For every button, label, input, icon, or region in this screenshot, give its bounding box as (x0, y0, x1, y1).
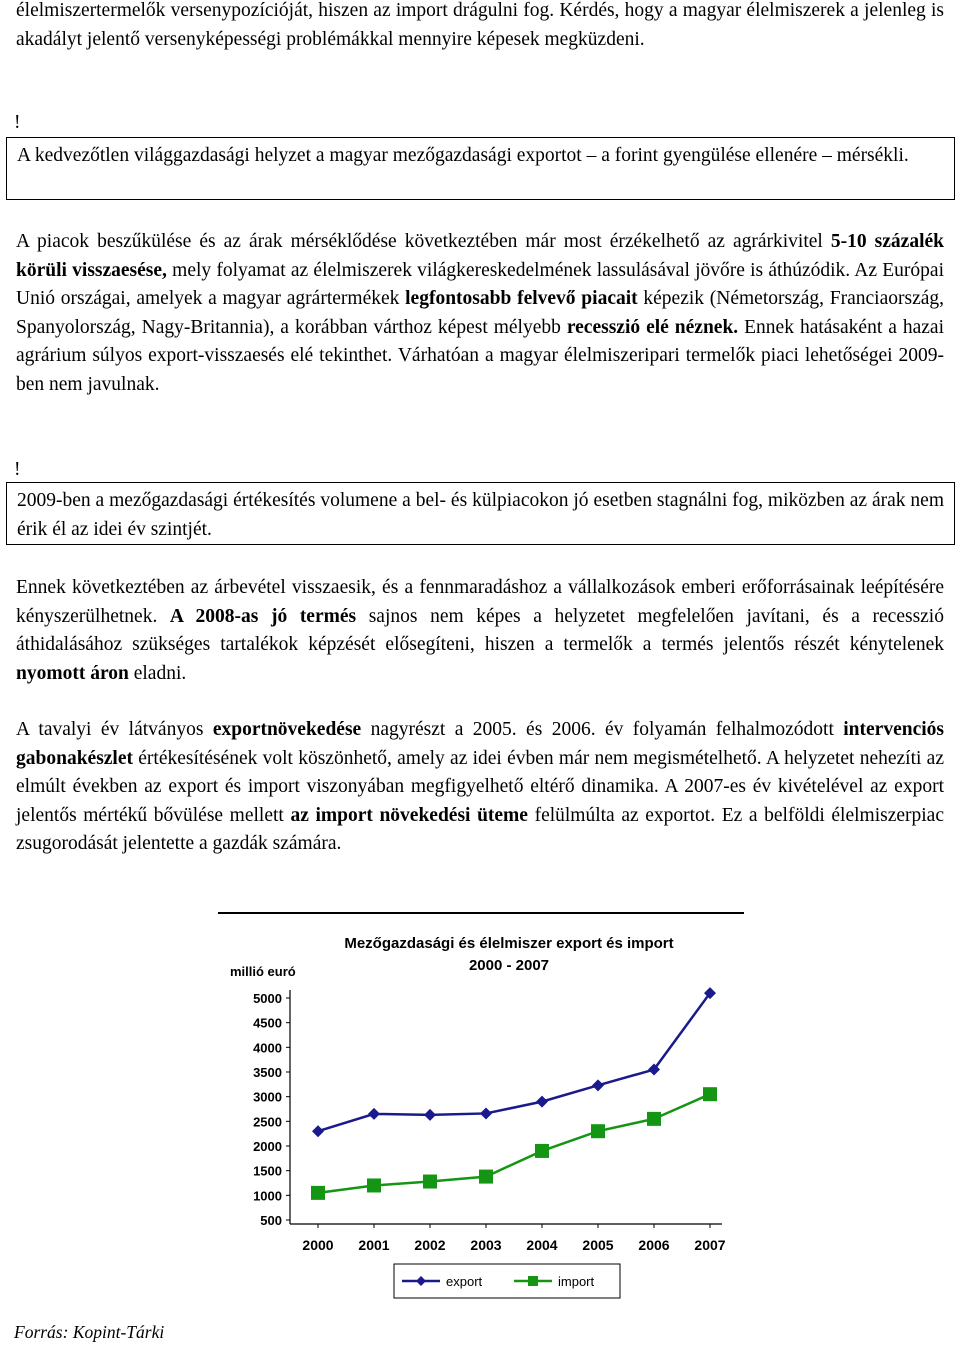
chart-x-tick-label: 2002 (414, 1237, 446, 1253)
chart-point-export (536, 1096, 548, 1108)
highlight-box-1-text: A kedvezőtlen világgazdasági helyzet a magyar mezőgazdasági exportot – a forint gyengülése ellenére – mérsékli. (17, 145, 909, 166)
chart-point-import (311, 1186, 325, 1200)
paragraph-export-bold-1: exportnövekedése (212, 719, 362, 740)
export-import-chart (218, 918, 744, 1313)
highlight-box-2 (6, 482, 955, 545)
chart-y-tick-label: 2500 (253, 1114, 282, 1130)
paragraph-market-bold-3: recesszió elé néznek. (566, 316, 739, 338)
chart-point-import (703, 1087, 717, 1101)
intro-text: élelmiszertermelők versenypozícióját, hiszen az import drágulni fog. Kérdés, hogy a magyar élelmiszerek a jelenleg is akadályt jelentő versenyképességi problémákkal mennyire képesek megküzdeni. (16, 0, 944, 50)
paragraph-market-text-4: Ennek hatásaként a hazai agrárium súlyos export-visszaesés elé tekinthet. Várhatóan a magyar élelmiszeripari termelők piaci lehetőségei 2009-ben nem javulnak. (16, 316, 944, 395)
chart-y-tick-label: 4000 (253, 1040, 282, 1056)
chart-x-tick-label: 2003 (470, 1237, 502, 1253)
chart-y-tick-label: 2000 (253, 1139, 282, 1154)
chart-x-tick-label: 2004 (526, 1237, 558, 1253)
chart-point-export (368, 1108, 380, 1120)
legend-marker-import (528, 1276, 538, 1286)
paragraph-revenue-text-3: eladni. (128, 662, 187, 684)
paragraph-market (16, 228, 944, 399)
paragraph-market-text-3: képezik (Németország, Franciaország, Spanyolország, Nagy-Britannia), a korábban várthoz képest mélyebb (16, 288, 945, 338)
exclamation-marker-1: ! (14, 112, 21, 133)
chart-y-tick-label: 3000 (253, 1089, 282, 1105)
source-note: Forrás: Kopint-Tárki (14, 1322, 165, 1342)
paragraph-revenue-text-2: sajnos nem képes a helyzetet megfelelően javítani, és a recesszió áthidalásához szükséges tartalékok képzését elősegíteni, hiszen a termelők a termés jelentős részét kénytelenek (16, 605, 944, 655)
chart-line-import (318, 1094, 710, 1193)
legend-label-import: import (558, 1274, 595, 1289)
chart-x-tick-label: 2001 (358, 1237, 390, 1253)
exclamation-marker-2: ! (14, 459, 21, 480)
intro-paragraph (16, 0, 944, 54)
paragraph-revenue (16, 574, 944, 688)
paragraph-market-text-2: mely folyamat az élelmiszerek világkereskedelmének lassulásával jövőre is áthúzódik. Az Európai Unió országai, amelyek a magyar agrártermékek (16, 259, 944, 309)
chart-point-import (367, 1178, 381, 1192)
chart-point-export (592, 1079, 604, 1091)
chart-point-import (423, 1175, 437, 1189)
chart-point-export (312, 1125, 324, 1137)
chart-line-export (318, 993, 710, 1131)
paragraph-export-bold-2: intervenciós gabonakészlet (16, 719, 944, 769)
chart-x-tick-label: 2000 (302, 1237, 334, 1253)
chart-point-import (591, 1124, 605, 1138)
chart-x-tick-label: 2005 (582, 1237, 614, 1253)
chart-y-tick-label: 4500 (253, 1015, 282, 1031)
chart-title: Mezőgazdasági és élelmiszer export és import (344, 935, 674, 952)
paragraph-revenue-bold-2: nyomott áron (16, 662, 129, 684)
paragraph-market-bold-2: legfontosabb felvevő piacait (405, 288, 638, 309)
paragraph-export-text-1: A tavalyi év látványos (16, 719, 213, 740)
paragraph-revenue-bold-1: A 2008-as jó termés (169, 605, 357, 627)
paragraph-export-text-3: értékesítésének volt köszönhető, amely az idei évben már nem megismételhető. A helyzetet nehezíti az elmúlt években az export és import viszonyában megfigyelhető eltérő dinamika. A 2007-es év kivételével az export jelentős mértékű bővülése mellett (16, 747, 944, 826)
legend-label-export: export (446, 1274, 483, 1289)
chart-y-tick-label: 3500 (253, 1065, 282, 1080)
chart-y-tick-label: 500 (260, 1213, 282, 1228)
chart-point-import (479, 1170, 493, 1184)
chart-x-tick-label: 2006 (638, 1237, 670, 1253)
chart-legend (394, 1264, 620, 1298)
paragraph-revenue-text-1: Ennek következtében az árbevétel visszaesik, és a fennmaradáshoz a vállalkozások emberi erőforrásainak leépítésére kényszerülhetnek. (16, 577, 944, 627)
chart-y-tick-label: 5000 (253, 991, 282, 1006)
paragraph-export-text-4: felülmúlta az exportot. Ez a belföldi élelmiszerpiac zsugorodását jelentette a gazdák számára. (16, 804, 944, 854)
chart-y-tick-label: 1000 (253, 1188, 282, 1204)
chart-point-export (424, 1109, 436, 1121)
chart-y-axis-label: millió euró (230, 964, 296, 979)
highlight-box-2-text: 2009-ben a mezőgazdasági értékesítés volumene a bel- és külpiacokon jó esetben stagnálni fog, miközben az árak nem érik él az idei év szintjét. (17, 490, 944, 540)
chart-x-tick-label: 2007 (694, 1237, 726, 1253)
highlight-box-1 (6, 137, 955, 200)
chart-point-import (647, 1112, 661, 1126)
chart-y-tick-label: 1500 (253, 1163, 282, 1179)
chart-point-export (480, 1107, 492, 1119)
paragraph-export-text-2: nagyrészt a 2005. és 2006. év folyamán felhalmozódott (361, 719, 844, 740)
chart-series (311, 987, 717, 1200)
paragraph-export-bold-3: az import növekedési üteme (290, 804, 528, 826)
paragraph-market-bold-1: 5-10 százalék körüli visszaesése, (16, 231, 944, 281)
chart-point-import (535, 1144, 549, 1158)
paragraph-export-growth (16, 716, 944, 859)
paragraph-market-text-1: A piacok beszűkülése és az árak mérséklődése következtében már most érzékelhető az agrárkivitel (16, 231, 831, 252)
chart-subtitle: 2000 - 2007 (468, 957, 550, 974)
chart-top-rule (218, 912, 744, 914)
